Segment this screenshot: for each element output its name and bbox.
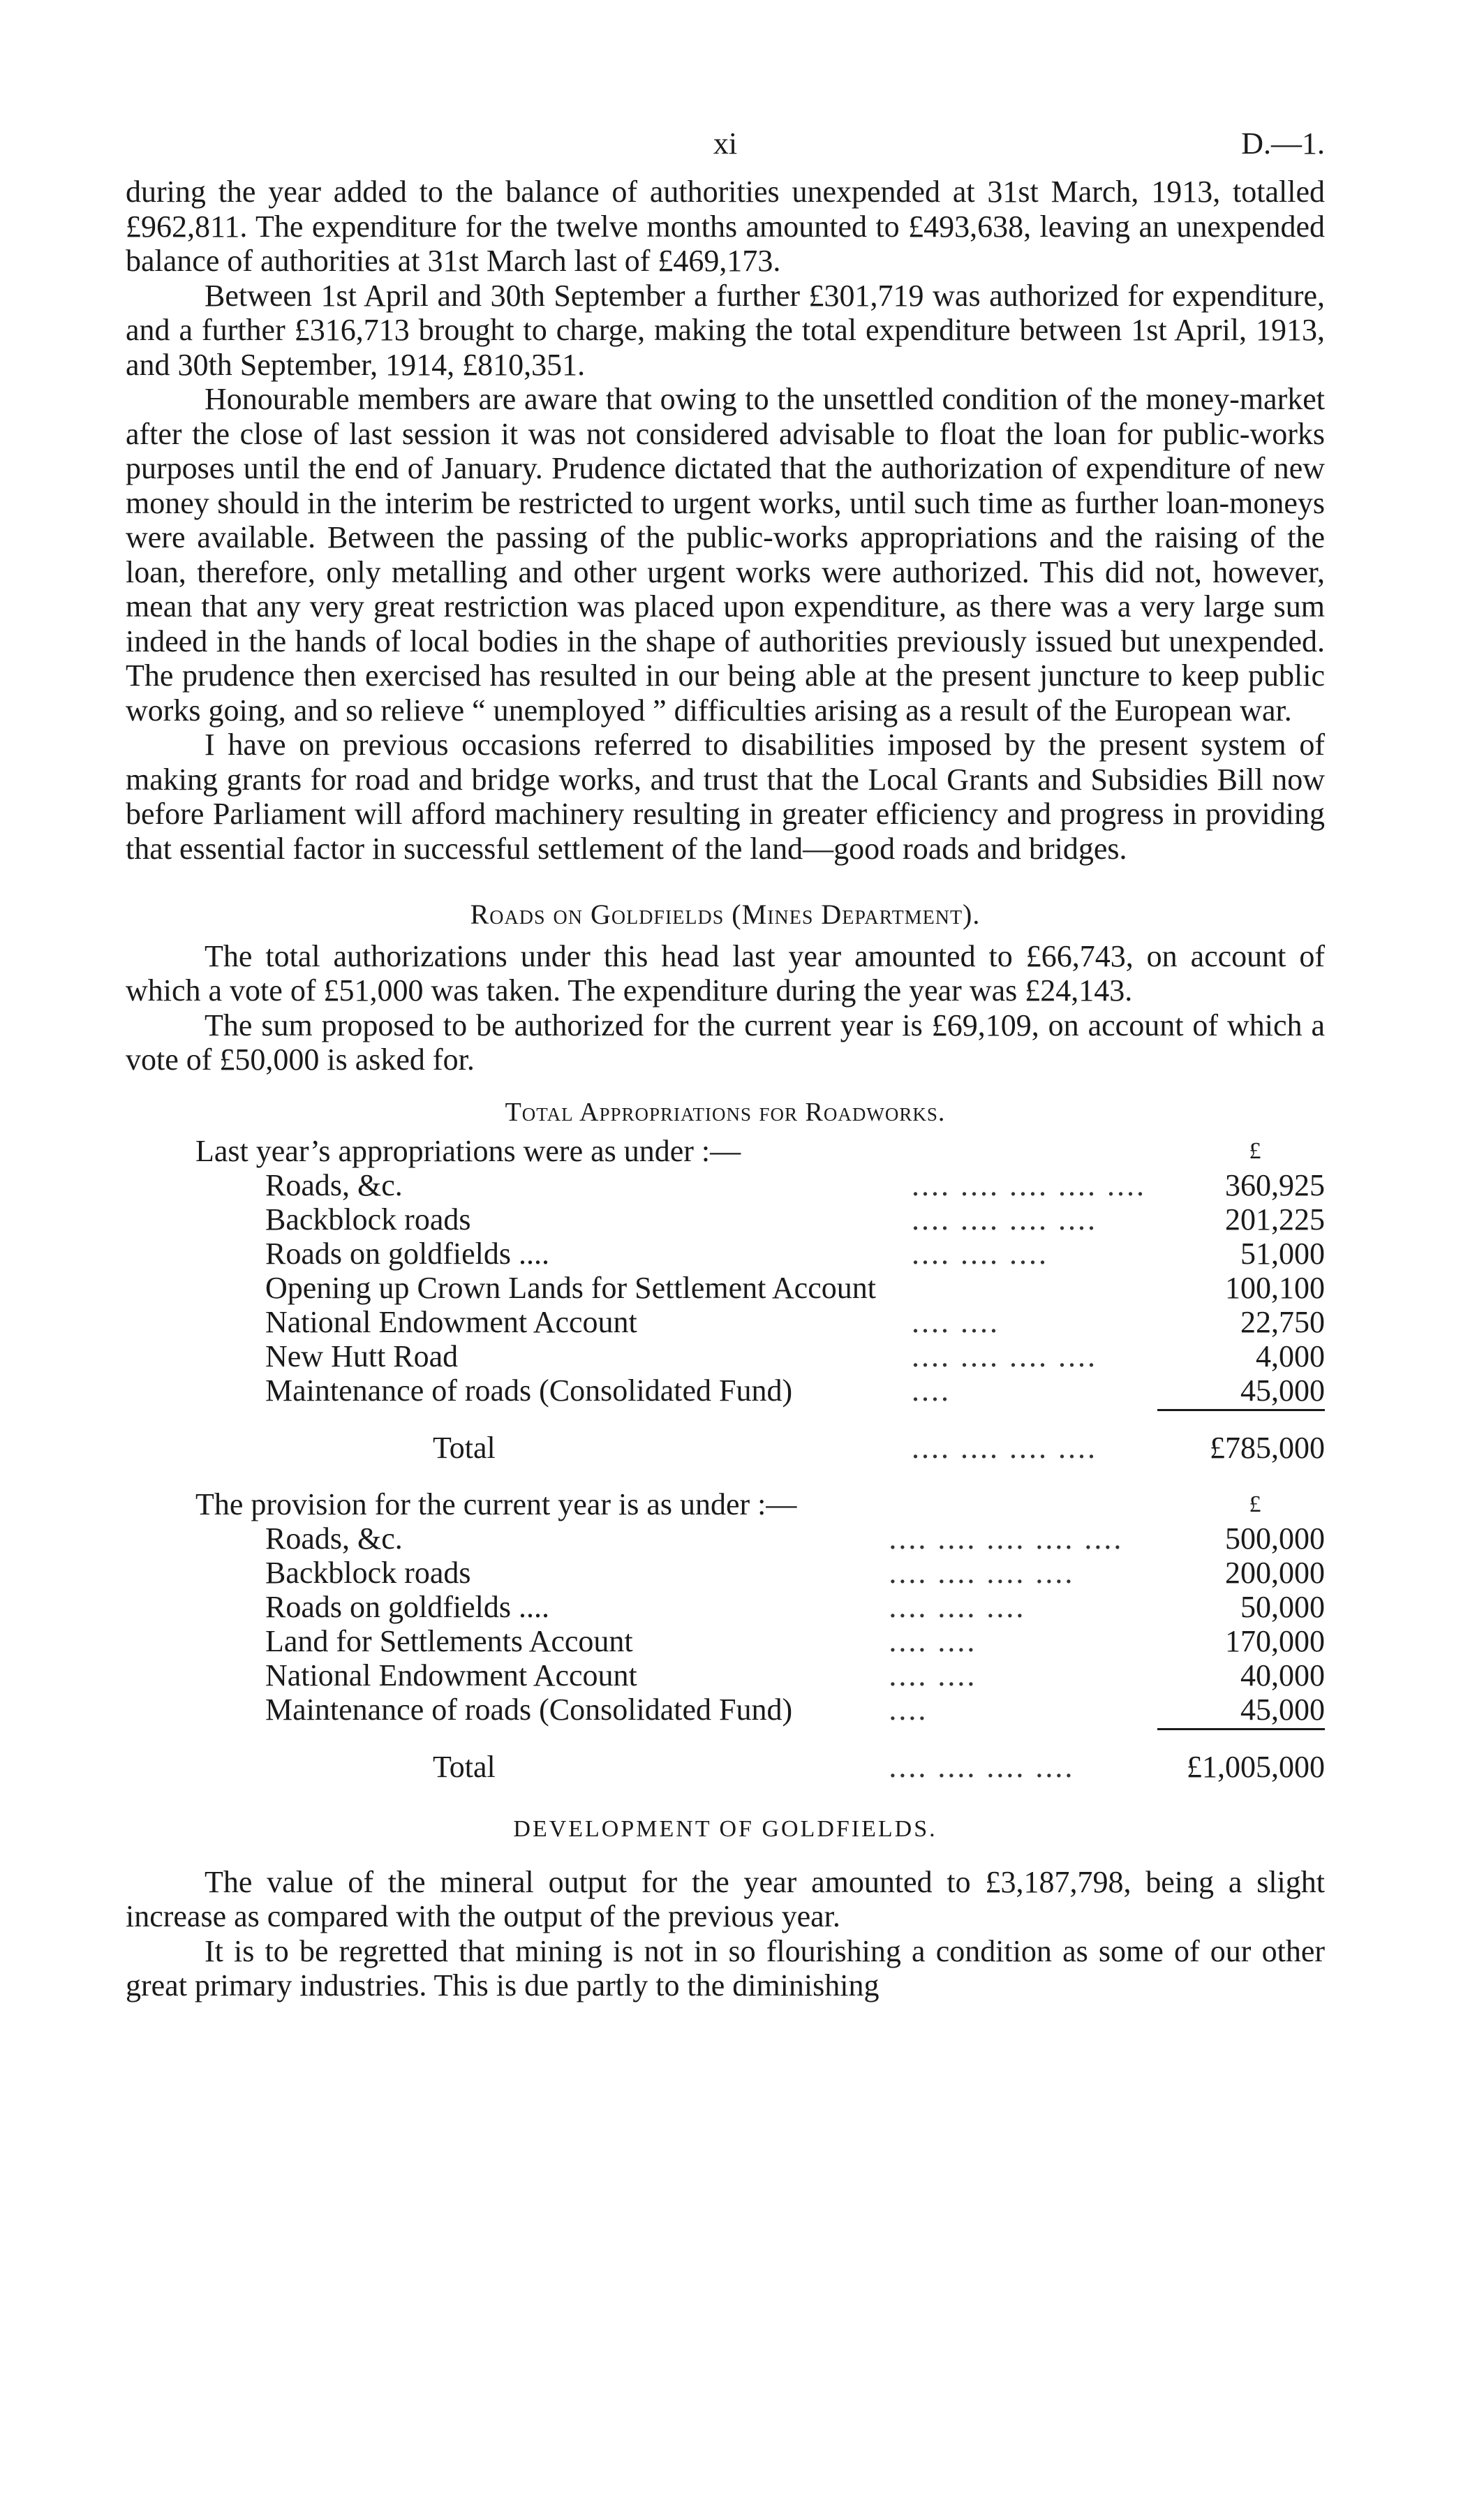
appropriations-current-year-table <box>126 1487 1325 1784</box>
row-amount: 45,000 <box>1240 1692 1325 1727</box>
table-row <box>126 1237 1325 1271</box>
table-row <box>126 1271 1325 1305</box>
table-row <box>126 1692 1325 1727</box>
page-header <box>126 126 1325 175</box>
table-row <box>126 1658 1325 1692</box>
section-heading-appropriations: Total Appropriations for Roadworks. <box>505 1097 946 1127</box>
section-heading-development: DEVELOPMENT OF GOLDFIELDS. <box>513 1816 937 1842</box>
row-label: Land for Settlements Account <box>265 1624 633 1658</box>
table-intro: The provision for the current year is as under :— <box>195 1487 797 1521</box>
table-row <box>126 1202 1325 1237</box>
leader-dots: .... .... .... <box>912 1237 1049 1271</box>
table-row <box>126 1590 1325 1624</box>
table-row <box>126 1168 1325 1202</box>
appropriations-last-year-table <box>126 1134 1325 1465</box>
table-row <box>126 1339 1325 1373</box>
leader-dots: .... .... .... .... <box>912 1431 1098 1465</box>
leader-dots: .... .... .... .... <box>889 1556 1075 1590</box>
row-amount: 50,000 <box>1240 1590 1325 1624</box>
table-row <box>126 1373 1325 1408</box>
row-amount: 45,000 <box>1240 1373 1325 1408</box>
table-row <box>126 1305 1325 1339</box>
total-rule <box>1157 1728 1325 1730</box>
paragraph: Honourable members are aware that owing to the unsettled condition of the money-market after the close of last session it was not considered advisable to float the loan for public-works purposes until the end of January. Prudence dictated that the authorization of expenditure of new money should in the interim be restricted to urgent works, until such time as further loan-moneys were available. Between the passing of the public-works appropriations and the raising of the loan, therefore, only metalling and other urgent works were authorized. This did not, however, mean that any very great restriction was placed upon expenditure, as there was a very large sum indeed in the hands of local bodies in the shape of authorities previously issued but unexpended. The prudence then exercised has resulted in our being able at the present juncture to keep public works going, and so relieve “ unemployed ” difficulties arising as a result of the European war. <box>126 382 1325 728</box>
row-amount: 360,925 <box>1225 1168 1325 1202</box>
row-amount: 200,000 <box>1225 1556 1325 1590</box>
paragraph: Between 1st April and 30th September a further £301,719 was authorized for expenditure, and a further £316,713 brought to charge, making the total expenditure between 1st April, 1913, and 30th September, 1914, £810,351. <box>126 278 1325 382</box>
row-label: Roads, &c. <box>265 1521 403 1556</box>
table-row <box>126 1624 1325 1658</box>
row-amount: 100,100 <box>1225 1271 1325 1305</box>
row-amount: 51,000 <box>1240 1237 1325 1271</box>
document-page <box>126 126 1325 2003</box>
table-intro: Last year’s appropriations were as under :— <box>195 1134 741 1168</box>
leader-dots: .... .... .... .... <box>912 1202 1098 1237</box>
row-amount: 170,000 <box>1225 1624 1325 1658</box>
page-number: xi <box>713 126 738 161</box>
row-amount: 22,750 <box>1240 1305 1325 1339</box>
leader-dots: .... <box>889 1692 928 1727</box>
total-label: Total <box>433 1431 496 1465</box>
row-label: Roads on goldfields .... <box>265 1590 549 1624</box>
row-label: Backblock roads <box>265 1556 471 1590</box>
row-label: Backblock roads <box>265 1202 471 1237</box>
leader-dots: .... .... .... .... .... <box>889 1521 1124 1556</box>
row-amount: 40,000 <box>1240 1658 1325 1692</box>
leader-dots: .... .... <box>912 1305 1000 1339</box>
total-rule <box>1157 1409 1325 1411</box>
section-heading-roads-goldfields: Roads on Goldfields (Mines Department). <box>470 899 981 930</box>
leader-dots: .... .... .... .... <box>912 1339 1098 1373</box>
currency-symbol: £ <box>1249 1491 1261 1517</box>
paragraph: I have on previous occasions referred to disabilities imposed by the present system of making grants for road and bridge works, and trust that the Local Grants and Subsidies Bill now before Parliament will afford machinery resulting in greater efficiency and progress in providing that essential factor in successful settlement of the land—good roads and bridges. <box>126 728 1325 866</box>
paragraph: The value of the mineral output for the year amounted to £3,187,798, being a slight increase as compared with the output of the previous year. <box>126 1864 1325 1933</box>
total-amount-cell <box>1157 1408 1325 1465</box>
paragraph: The total authorizations under this head last year amounted to £66,743, on account of which a vote of £51,000 was taken. The expenditure during the year was £24,143. <box>126 938 1325 1008</box>
leader-dots <box>912 1271 1157 1305</box>
document-reference: D.—1. <box>1241 126 1325 161</box>
leader-dots: .... .... .... .... <box>889 1750 1075 1784</box>
leader-dots: .... <box>912 1373 951 1408</box>
row-label: New Hutt Road <box>265 1339 459 1373</box>
row-amount: 4,000 <box>1256 1339 1325 1373</box>
row-label: Maintenance of roads (Consolidated Fund) <box>265 1692 793 1727</box>
table-row <box>126 1556 1325 1590</box>
table-total-row <box>126 1727 1325 1784</box>
row-label: Roads on goldfields .... <box>265 1237 549 1271</box>
row-label: National Endowment Account <box>265 1305 637 1339</box>
table-intro-row <box>126 1487 1325 1521</box>
row-amount: 500,000 <box>1225 1521 1325 1556</box>
paragraph: It is to be regretted that mining is not in so flourishing a condition as some of our other great primary industries. This is due partly to the diminishing <box>126 1933 1325 2003</box>
leader-dots: .... .... .... <box>889 1590 1026 1624</box>
total-label: Total <box>433 1750 496 1784</box>
paragraph: The sum proposed to be authorized for the current year is £69,109, on account of which a vote of £50,000 is asked for. <box>126 1008 1325 1077</box>
leader-dots: .... .... <box>889 1624 977 1658</box>
total-amount: £1,005,000 <box>1187 1750 1325 1784</box>
leader-dots: .... .... .... .... .... <box>912 1168 1147 1202</box>
currency-symbol: £ <box>1249 1138 1261 1164</box>
paragraph: during the year added to the balance of authorities unexpended at 31st March, 1913, totalled £962,811. The expenditure for the twelve months amounted to £493,638, leaving an unexpended balance of authorities at 31st March last of £469,173. <box>126 175 1325 278</box>
row-label: Opening up Crown Lands for Settlement Account <box>265 1271 876 1305</box>
table-intro-row <box>126 1134 1325 1168</box>
row-label: National Endowment Account <box>265 1658 637 1692</box>
total-amount: £785,000 <box>1210 1431 1325 1465</box>
row-label: Roads, &c. <box>265 1168 403 1202</box>
table-total-row <box>126 1408 1325 1465</box>
total-amount-cell <box>1157 1727 1325 1784</box>
row-label: Maintenance of roads (Consolidated Fund) <box>265 1373 793 1408</box>
leader-dots: .... .... <box>889 1658 977 1692</box>
row-amount: 201,225 <box>1225 1202 1325 1237</box>
table-row <box>126 1521 1325 1556</box>
